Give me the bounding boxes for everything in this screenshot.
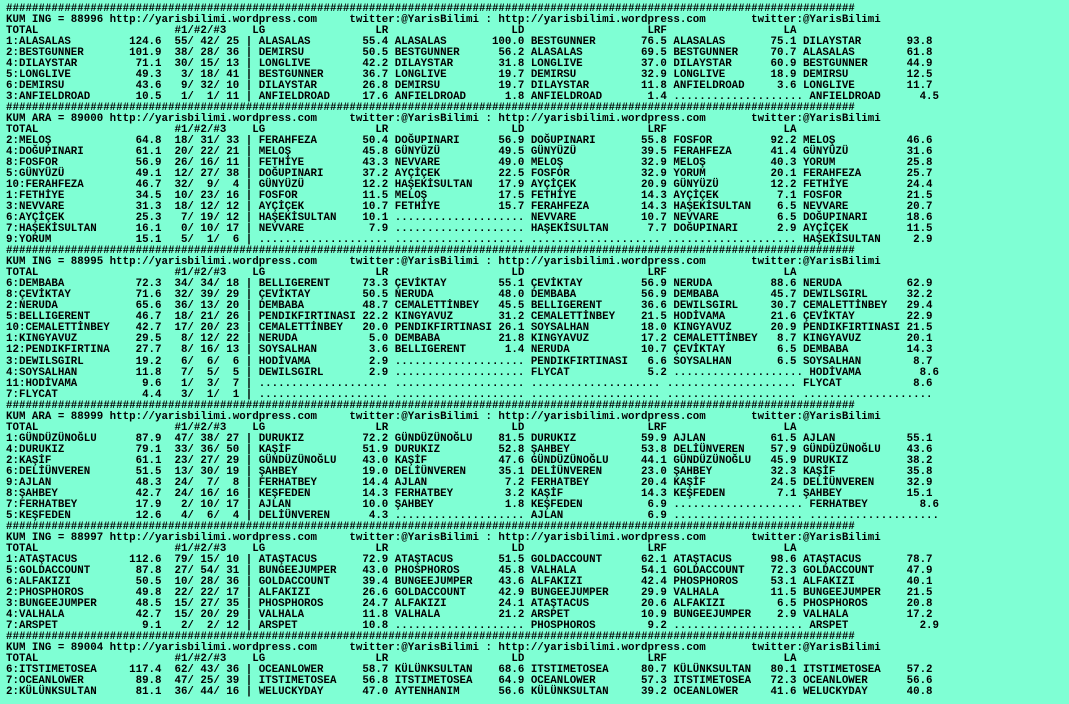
text-line: 4:DOĞUPINARI 61.1 20/ 22/ 21 | MELOŞ 45.8 GÜNYÜZÜ 49.5 GÜNYÜZÜ 39.5 FERAHFEZA 41.4 GÜNYÜZÜ 31.6 bbox=[6, 146, 933, 159]
text-line: 2:KAŞİF 61.1 23/ 27/ 29 | GÜNDÜZÜNOĞLU 43.0 KAŞİF 47.6 GÜNDÜZÜNOĞLU 44.1 GÜNDÜZÜNOĞLU 45.9 DURUKIZ 38.2 bbox=[6, 454, 933, 467]
text-line: 6:DELİÜNVEREN 51.5 13/ 30/ 19 | ŞAHBEY 19.0 DELİÜNVEREN 35.1 DELİÜNVEREN 23.0 ŞAHBEY 32.3 KAŞİF 35.8 bbox=[6, 465, 933, 478]
text-line: ################################################################################################################################### bbox=[6, 520, 855, 533]
text-line: 7:FERHATBEY 17.9 2/ 10/ 17 | AJLAN 10.0 ŞAHBEY 1.8 KEŞFEDEN 6.9 .................... FERHATBEY 8.6 bbox=[6, 498, 940, 511]
text-line: 10:CEMALETTİNBEY 42.7 17/ 20/ 23 | CEMALETTİNBEY 20.0 PENDIKFIRTINASI 26.1 SOYSALHAN 18.0 KINGYAVUZ 20.9 PENDIKFIRTINASI 21.5 bbox=[6, 322, 933, 335]
text-line: 5:GOLDACCOUNT 87.8 27/ 54/ 31 | BUNGEEJUMPER 43.0 PHOSPHOROS 45.8 VALHALA 54.1 GOLDACCOUNT 72.3 GOLDACCOUNT 47.9 bbox=[6, 564, 933, 577]
text-line: 7:HAŞEKİSULTAN 16.1 0/ 10/ 17 | NEVVARE 7.9 .................... HAŞEKİSULTAN 7.7 DOĞUPINARI 2.9 AYÇİÇEK 11.5 bbox=[6, 223, 933, 236]
text-line: ################################################################################################################################### bbox=[6, 102, 855, 115]
text-line: 6:ITSTIMETOSEA 117.4 62/ 43/ 36 | OCEANLOWER 58.7 KÜLÜNKSULTAN 68.6 ITSTIMETOSEA 80.7 KÜLÜNKSULTAN 80.1 ITSTIMETOSEA 57.2 bbox=[6, 663, 933, 676]
text-line: 5:KEŞFEDEN 12.6 4/ 6/ 4 | DELİÜNVEREN 4.3 .................... AJLAN 6.9 .................... .................... bbox=[6, 509, 940, 522]
text-line: ################################################################################################################################### bbox=[6, 399, 855, 412]
text-line: 1:ALASALAS 124.6 55/ 42/ 25 | ALASALAS 55.4 ALASALAS 100.0 BESTGUNNER 76.5 ALASALAS 75.1 DILAYSTAR 93.8 bbox=[6, 36, 933, 49]
text-line: TOTAL #1/#2/#3 LG LR LD LRF LA bbox=[6, 542, 797, 555]
text-line: 6:DEMBABA 72.3 34/ 34/ 18 | BELLIGERENT 73.3 ÇEVİKTAY 55.1 ÇEVİKTAY 56.9 NERUDA 88.6 NERUDA 62.9 bbox=[6, 278, 933, 291]
text-line: 5:GÜNYÜZÜ 49.1 12/ 27/ 38 | DOĞUPINARI 37.2 AYÇİÇEK 22.5 FOSFOR 32.9 YORUM 20.1 FERAHFEZA 25.7 bbox=[6, 168, 933, 181]
text-line: 4:SOYSALHAN 11.8 7/ 5/ 5 | DEWILSGIRL 2.9 .................... FLYCAT 5.2 .................... HODİVAMA 8.6 bbox=[6, 366, 940, 379]
text-line: KUM ING = 88997 http://yarisbilimi.wordpress.com twitter:@YarisBilimi : http://yarisbilimi.wordpress.com twitter:@YarisBilimi bbox=[6, 531, 881, 544]
text-line: KUM ING = 88996 http://yarisbilimi.wordpress.com twitter:@YarisBilimi : http://yarisbilimi.wordpress.com twitter:@YarisBilimi bbox=[6, 14, 881, 27]
text-line: 1:ATAŞTACUS 112.6 79/ 15/ 10 | ATAŞTACUS 72.9 ATAŞTACUS 51.5 GOLDACCOUNT 62.1 ATAŞTACUS 98.6 ATAŞTACUS 78.7 bbox=[6, 553, 933, 566]
text-line: 5:BELLIGERENT 46.7 18/ 21/ 26 | PENDIKFIRTINASI 22.2 KINGYAVUZ 31.2 CEMALETTİNBEY 21.5 HODİVAMA 21.6 ÇEVİKTAY 22.9 bbox=[6, 311, 933, 324]
text-line: 7:FLYCAT 4.4 3/ 1/ 1 | .................... .................... .................... .................... .................... bbox=[6, 388, 933, 401]
text-line: 4:VALHALA 42.7 15/ 20/ 29 | VALHALA 11.8 VALHALA 21.2 ARSPET 10.9 BUNGEEJUMPER 2.9 VALHALA 17.2 bbox=[6, 608, 933, 621]
text-line: TOTAL #1/#2/#3 LG LR LD LRF LA bbox=[6, 421, 797, 434]
text-line: 2:KÜLÜNKSULTAN 81.1 36/ 44/ 16 | WELUCKYDAY 47.0 AYTENHANIM 56.6 KÜLÜNKSULTAN 39.2 OCEANLOWER 41.6 WELUCKYDAY 40.8 bbox=[6, 685, 933, 698]
text-line: 3:DEWILSGIRL 19.2 6/ 6/ 6 | HODİVAMA 2.9 .................... PENDIKFIRTINASI 6.6 SOYSALHAN 6.5 SOYSALHAN 8.7 bbox=[6, 355, 933, 368]
text-line: 12:PENDIKFIRTINA 27.7 8/ 16/ 13 | SOYSALHAN 3.6 BELLIGERENT 1.4 NERUDA 10.7 ÇEVİKTAY 6.5 DEMBABA 14.3 bbox=[6, 344, 933, 357]
text-line: 6:ALFAKIZI 50.5 10/ 28/ 36 | GOLDACCOUNT 39.4 BUNGEEJUMPER 43.6 ALFAKIZI 42.4 PHOSPHOROS 53.1 ALFAKIZI 40.1 bbox=[6, 575, 933, 588]
text-line: 6:DEMIRSU 43.6 9/ 32/ 10 | DILAYSTAR 26.8 DEMIRSU 19.7 DILAYSTAR 11.8 ANFIELDROAD 3.6 LONGLIVE 11.7 bbox=[6, 80, 933, 93]
text-line: TOTAL #1/#2/#3 LG LR LD LRF LA bbox=[6, 652, 797, 665]
text-line: ################################################################################################################################### bbox=[6, 245, 855, 258]
text-line: KUM ING = 88995 http://yarisbilimi.wordpress.com twitter:@YarisBilimi : http://yarisbilimi.wordpress.com twitter:@YarisBilimi bbox=[6, 256, 881, 269]
text-line: 1:GÜNDÜZÜNOĞLU 87.9 47/ 38/ 27 | DURUKIZ 72.2 GÜNDÜZÜNOĞLU 81.5 DURUKIZ 59.9 AJLAN 61.5 AJLAN 55.1 bbox=[6, 432, 933, 445]
text-line: 3:ANFIELDROAD 10.5 1/ 1/ 11 | ANFIELDROAD 17.6 ANFIELDROAD 1.8 ANFIELDROAD 1.4 .................... ANFIELDROAD 4.5 bbox=[6, 91, 940, 104]
text-line: 2:PHOSPHOROS 49.8 22/ 22/ 17 | ALFAKIZI 26.6 GOLDACCOUNT 42.9 BUNGEEJUMPER 29.9 VALHALA 11.5 BUNGEEJUMPER 21.5 bbox=[6, 586, 933, 599]
text-line: ################################################################################################################################### bbox=[6, 3, 855, 15]
text-line: 3:BUNGEEJUMPER 48.5 15/ 27/ 35 | PHOSPHOROS 24.7 ALFAKIZI 24.1 ATAŞTACUS 20.6 ALFAKIZI 6.5 PHOSPHOROS 20.8 bbox=[6, 597, 933, 610]
text-line: 7:OCEANLOWER 89.8 47/ 25/ 39 | ITSTIMETOSEA 56.8 ITSTIMETOSEA 64.9 OCEANLOWER 57.3 ITSTIMETOSEA 72.3 OCEANLOWER 56.6 bbox=[6, 674, 933, 687]
text-line: TOTAL #1/#2/#3 LG LR LD LRF LA bbox=[6, 25, 797, 38]
text-line: 10:FERAHFEZA 46.7 32/ 9/ 4 | GÜNYÜZÜ 12.2 HAŞEKİSULTAN 17.9 AYÇİÇEK 20.9 GÜNYÜZÜ 12.2 FETHİYE 24.4 bbox=[6, 179, 933, 192]
text-line: 9:YORUM 15.1 5/ 1/ 6 | .................... .................... .................... .................... HAŞEKİSULTAN 2.9 bbox=[6, 234, 933, 247]
text-line: 8:ŞAHBEY 42.7 24/ 16/ 16 | KEŞFEDEN 14.3 FERHATBEY 3.2 KAŞİF 14.3 KEŞFEDEN 7.1 ŞAHBEY 15.1 bbox=[6, 487, 933, 500]
text-line: 1:KINGYAVUZ 29.5 8/ 12/ 22 | NERUDA 5.0 DEMBABA 21.8 KINGYAVUZ 17.2 CEMALETTİNBEY 8.7 KINGYAVUZ 20.1 bbox=[6, 333, 933, 346]
text-line: 8:FOSFOR 56.9 26/ 16/ 11 | FETHİYE 43.3 NEVVARE 49.0 MELOŞ 32.9 MELOŞ 40.3 YORUM 25.8 bbox=[6, 157, 933, 170]
text-line: 4:DILAYSTAR 71.1 30/ 15/ 13 | LONGLIVE 42.2 DILAYSTAR 31.8 LONGLIVE 37.0 DILAYSTAR 60.9 BESTGUNNER 44.9 bbox=[6, 58, 933, 71]
text-line: 3:NEVVARE 31.3 18/ 12/ 12 | AYÇİÇEK 10.7 FETHİYE 15.7 FERAHFEZA 14.3 HAŞEKİSULTAN 6.5 NEVVARE 20.7 bbox=[6, 201, 933, 214]
text-line: 1:FETHİYE 34.5 10/ 23/ 16 | FOSFOR 11.5 MELOŞ 17.5 FETHİYE 14.3 AYÇİÇEK 7.1 FOSFOR 21.5 bbox=[6, 190, 933, 203]
text-line: ################################################################################################################################### bbox=[6, 630, 855, 643]
text-line: 2:BESTGUNNER 101.9 38/ 28/ 36 | DEMIRSU 50.5 BESTGUNNER 56.2 ALASALAS 69.5 BESTGUNNER 70.7 ALASALAS 61.8 bbox=[6, 47, 933, 60]
text-line: 5:LONGLIVE 49.3 3/ 18/ 41 | BESTGUNNER 36.7 LONGLIVE 19.7 DEMIRSU 32.9 LONGLIVE 18.9 DEMIRSU 12.5 bbox=[6, 69, 933, 82]
text-line: TOTAL #1/#2/#3 LG LR LD LRF LA bbox=[6, 267, 797, 280]
text-line: KUM ARA = 89000 http://yarisbilimi.wordpress.com twitter:@YarisBilimi : http://yarisbilimi.wordpress.com twitter:@YarisBilimi bbox=[6, 113, 881, 126]
text-line: 6:AYÇİÇEK 25.3 7/ 19/ 12 | HAŞEKİSULTAN 10.1 .................... NEVVARE 10.7 NEVVARE 6.5 DOĞUPINARI 18.6 bbox=[6, 212, 933, 225]
text-line: KUM ARA = 88999 http://yarisbilimi.wordpress.com twitter:@YarisBilimi : http://yarisbilimi.wordpress.com twitter:@YarisBilimi bbox=[6, 410, 881, 423]
text-line: 2:MELOŞ 64.8 18/ 31/ 33 | FERAHFEZA 50.4 DOĞUPINARI 56.9 DOĞUPINARI 55.8 FOSFOR 92.2 MELOŞ 46.6 bbox=[6, 135, 933, 148]
text-line: TOTAL #1/#2/#3 LG LR LD LRF LA bbox=[6, 124, 797, 137]
text-line: 2:NERUDA 65.6 36/ 13/ 20 | DEMBABA 48.7 CEMALETTİNBEY 45.5 BELLIGERENT 36.6 DEWILSGIRL 30.7 CEMALETTİNBEY 29.4 bbox=[6, 300, 933, 313]
text-line: 9:AJLAN 48.3 24/ 7/ 8 | FERHATBEY 14.4 AJLAN 7.2 FERHATBEY 20.4 KAŞİF 24.5 DELİÜNVEREN 32.9 bbox=[6, 476, 933, 489]
text-line: KUM ING = 89004 http://yarisbilimi.wordpress.com twitter:@YarisBilimi : http://yarisbilimi.wordpress.com twitter:@YarisBilimi bbox=[6, 641, 881, 654]
text-line: 11:HODİVAMA 9.6 1/ 3/ 7 | .................... .................... .................... .................... FLYCAT 8.6 bbox=[6, 377, 933, 390]
text-line: 7:ARSPET 9.1 2/ 2/ 12 | ARSPET 10.8 .................... PHOSPHOROS 9.2 .................... ARSPET 2.9 bbox=[6, 619, 940, 632]
text-line: 8:ÇEVİKTAY 71.6 32/ 39/ 29 | ÇEVİKTAY 50.5 NERUDA 48.0 DEMBABA 56.9 DEMBABA 45.7 DEWILSGIRL 32.2 bbox=[6, 289, 933, 302]
text-line: 4:DURUKIZ 79.1 33/ 36/ 50 | KAŞİF 51.9 DURUKIZ 52.8 ŞAHBEY 53.8 DELİÜNVEREN 57.9 GÜNDÜZÜNOĞLU 43.6 bbox=[6, 443, 933, 456]
